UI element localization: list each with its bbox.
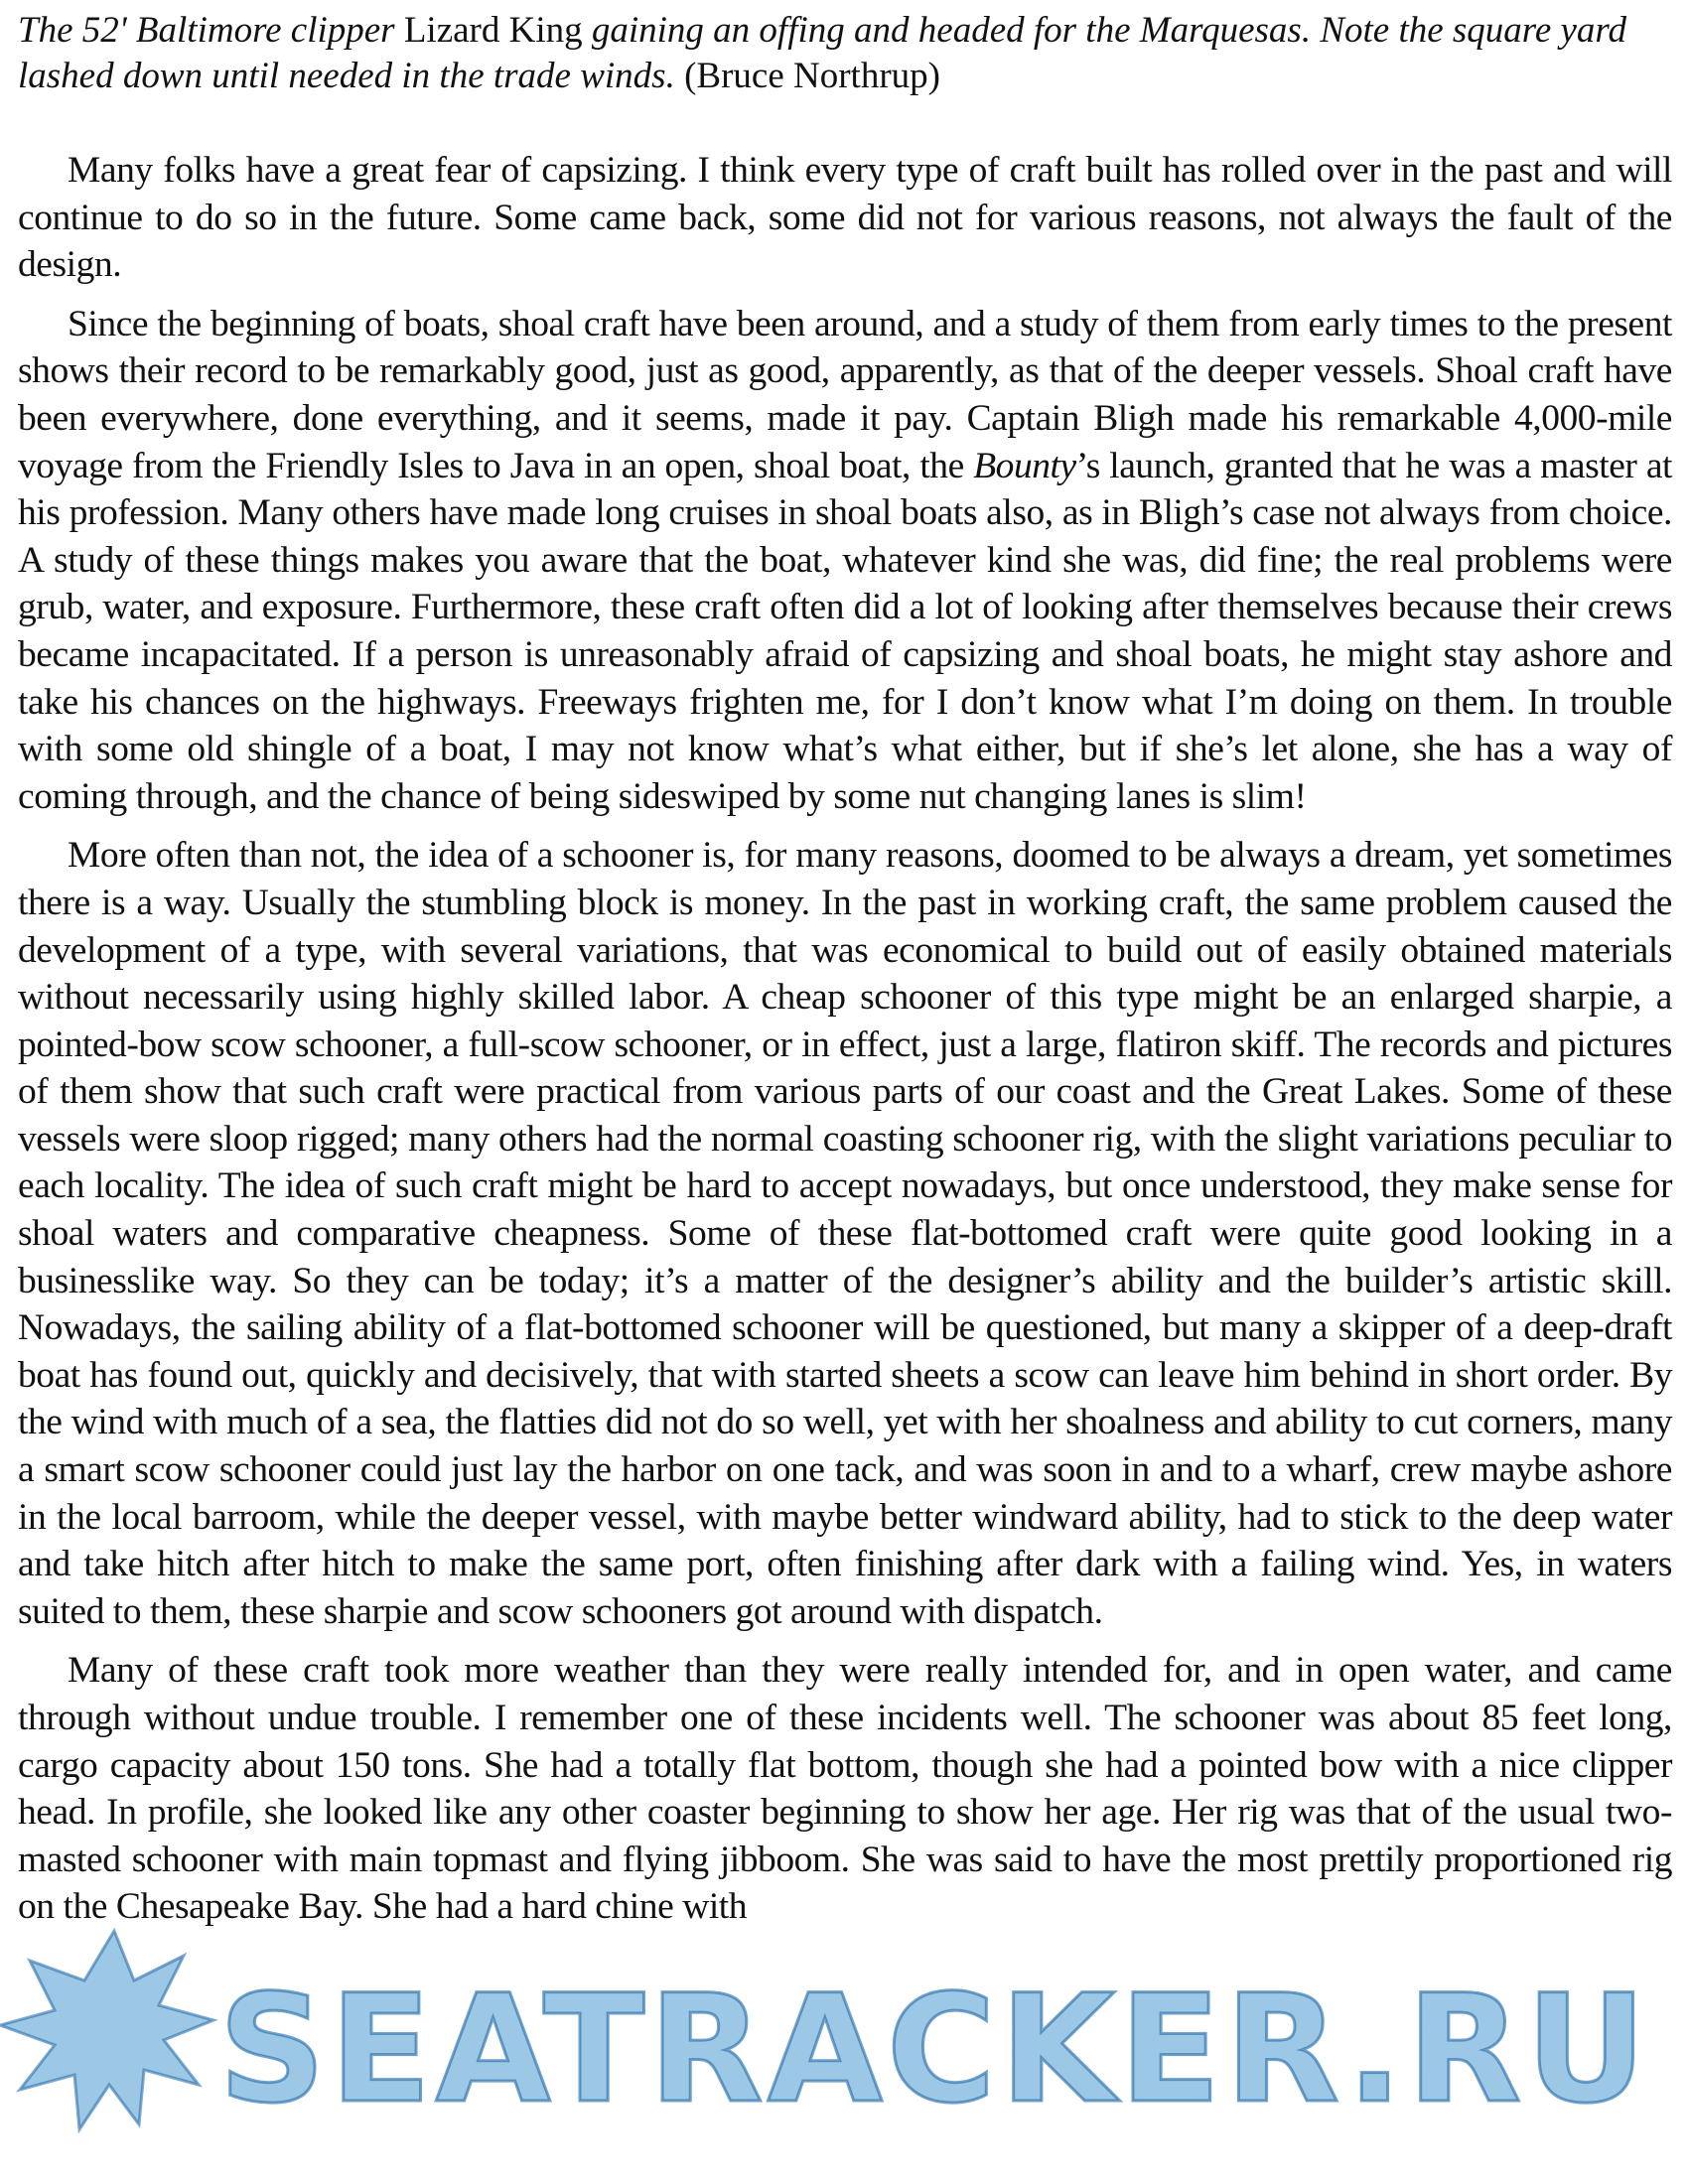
paragraph-2-after: ’s launch, granted that he was a master at his profession. Many others have made long cruises in shoal boats also, as in Bligh’s case not always from choice. A study of these things makes you aware that the boat, whatever kind she was, did fine; the real problems were grub, water, and exposure. Furthermore, these craft often did a lot of looking after themselves because their crews became incapacitated. If a person is unreasonably afraid of capsizing and shoal boats, he might stay ashore and take his chances on the highways. Freeways frighten me, for I don’t know what I’m doing on them. In trouble with some old shingle of a boat, I may not know what’s what either, but if she’s let alone, she has a way of coming through, and the chance of being sideswiped by some nut changing lanes is slim! bbox=[18, 445, 1673, 817]
document-page bbox=[18, 8, 1672, 1943]
caption-credit: (Bruce Northrup) bbox=[674, 56, 940, 96]
paragraph-2-before: Since the beginning of boats, shoal craft have been around, and a study of them from early times to the present shows their record to be remarkably good, just as good, apparently, as that of the deeper vessels. Shoal craft have been everywhere, done everything, and it seems, made it pay. Captain Bligh made his remarkable 4,000-mile voyage from the Friendly Isles to Java in an open, shoal boat, the bbox=[18, 303, 1672, 486]
caption-italic-part2: gaining an offing and headed for the Marquesas. Note the square yard lashed down until needed in the trade winds. bbox=[18, 10, 1626, 96]
body-text bbox=[18, 147, 1672, 1931]
photo-caption bbox=[18, 8, 1672, 99]
watermark-text: SEATRACKER.RU bbox=[218, 1964, 1651, 2136]
paragraph-4: Many of these craft took more weather than they were really intended for, and in open water, and came through without undue trouble. I remember one of these incidents well. The schooner was about 85 feet long, cargo capacity about 150 tons. She had a totally flat bottom, though she had a pointed bow with a nice clipper head. In profile, she looked like any other coaster beginning to show her age. Her rig was that of the usual two-masted schooner with main topmast and flying jibboom. She was said to have the most prettily proportioned rig on the Chesapeake Bay. She had a hard chine with bbox=[18, 1650, 1672, 1928]
caption-vessel-name: Lizard King bbox=[403, 10, 583, 51]
paragraph-3: More often than not, the idea of a schooner is, for many reasons, doomed to be always a dream, yet sometimes there is a way. Usually the stumbling block is money. In the past in working craft, the same problem caused the development of a type, with several variations, that was economical to build out of easily obtained materials without necessarily using highly skilled labor. A cheap schooner of this type might be an enlarged sharpie, a pointed-bow scow schooner, a full-scow schooner, or in effect, just a large, flatiron skiff. The records and pictures of them show that such craft were practical from various parts of our coast and the Great Lakes. Some of these vessels were sloop rigged; many others had the normal coasting schooner rig, with the slight variations peculiar to each locality. The idea of such craft might be hard to accept nowadays, but once understood, they make sense for shoal waters and comparative cheapness. Some of these flat-bottomed craft were quite good looking in a businesslike way. So they can be today; it’s a matter of the designer’s ability and the builder’s artistic skill. Nowadays, the sailing ability of a flat-bottomed schooner will be questioned, but many a skipper of a deep-draft boat has found out, quickly and decisively, that with started sheets a scow can leave him behind in short order. By the wind with much of a sea, the flatties did not do so well, yet with her shoalness and ability to cut corners, many a smart scow schooner could just lay the harbor on one tack, and was soon in and to a wharf, crew maybe ashore in the local barroom, while the deeper vessel, with maybe better windward ability, had to stick to the deep water and take hitch after hitch to make the same port, often finishing after dark with a failing wind. Yes, in waters suited to them, these sharpie and scow schooners got around with dispatch. bbox=[18, 835, 1672, 1632]
paragraph-2 bbox=[18, 301, 1672, 821]
caption-italic-part1: The 52' Baltimore clipper bbox=[18, 10, 404, 51]
paragraph-2-ship-name: Bounty bbox=[973, 445, 1076, 486]
watermark-star-icon bbox=[0, 1931, 213, 2129]
paragraph-1: Many folks have a great fear of capsizing. I think every type of craft built has rolled over in the past and will continue to do so in the future. Some came back, some did not for various reasons, not always the fault of the design. bbox=[18, 150, 1672, 286]
